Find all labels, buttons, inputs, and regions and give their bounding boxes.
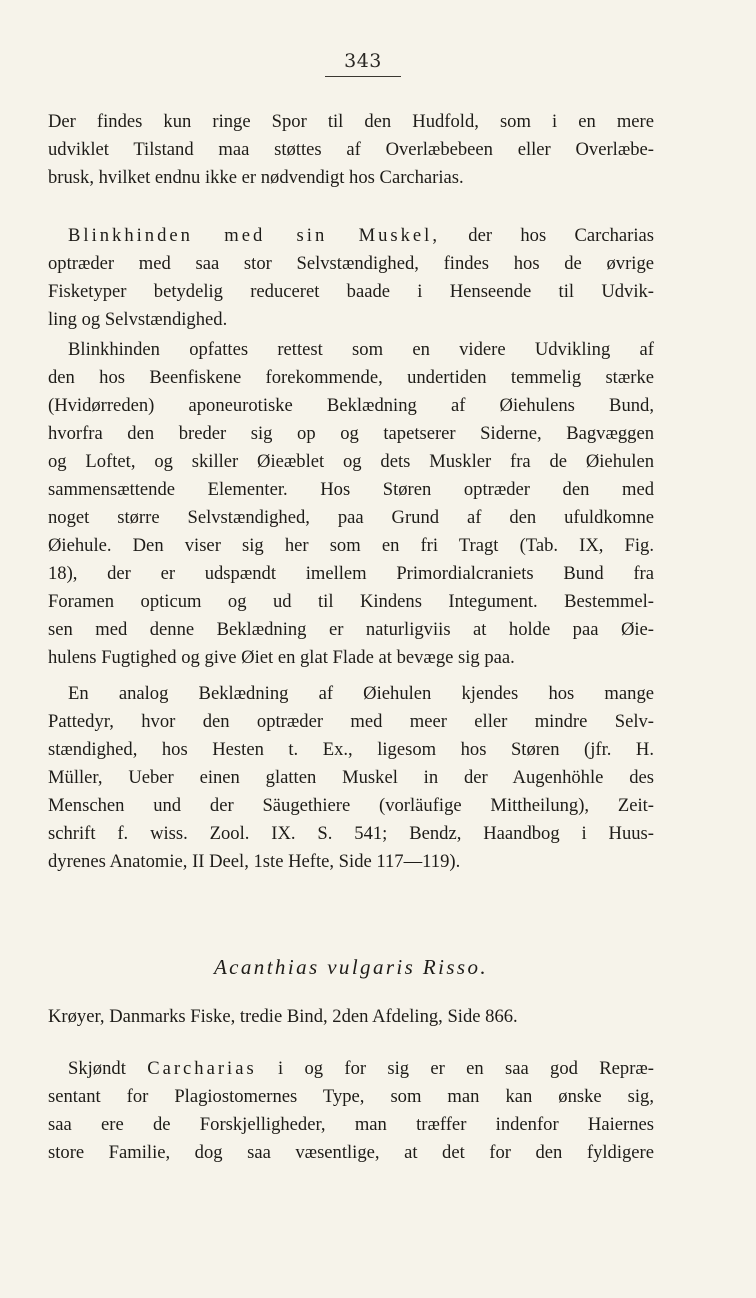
section-heading: Acanthias vulgaris Risso. bbox=[213, 955, 489, 979]
text-line: sen med denne Beklædning er naturligviis at holde paa Øie- bbox=[48, 619, 654, 640]
paragraph-4 bbox=[48, 680, 654, 876]
text-line bbox=[48, 222, 654, 250]
text-line: En analog Beklædning af Øiehulen kjendes hos mange bbox=[68, 683, 654, 704]
text-line: (Hvidørreden) aponeurotiske Beklædning af Øiehulens Bund, bbox=[48, 395, 654, 416]
text-line: dyrenes Anatomie, II Deel, 1ste Hefte, Side 117—119). bbox=[48, 851, 461, 872]
text-line: Fisketyper betydelig reduceret baade i Henseende til Udvik- bbox=[48, 281, 654, 302]
text-line: hulens Fugtighed og give Øiet en glat Flade at bevæge sig paa. bbox=[48, 647, 515, 668]
text-line: 18), der er udspændt imellem Primordialcraniets Bund fra bbox=[48, 563, 654, 584]
text-line: brusk, hvilket endnu ikke er nødvendigt hos Carcharias. bbox=[48, 167, 464, 188]
text-line: Foramen opticum og ud til Kindens Integument. Bestemmel- bbox=[48, 591, 654, 612]
reference bbox=[48, 1003, 654, 1031]
text-line: og Loftet, og skiller Øieæblet og dets Muskler fra de Øiehulen bbox=[48, 451, 654, 472]
text-line: sammensættende Elementer. Hos Støren optræder den med bbox=[48, 479, 654, 500]
paragraph-3 bbox=[48, 336, 654, 672]
text-line: Der findes kun ringe Spor til den Hudfold, som i en mere bbox=[48, 111, 654, 132]
paragraph-2 bbox=[48, 222, 654, 334]
page-number: 343 bbox=[344, 50, 382, 72]
text-line bbox=[48, 1055, 654, 1083]
text-line: store Familie, dog saa væsentlige, at det for den fyldigere bbox=[48, 1142, 654, 1163]
paragraph-5 bbox=[48, 1055, 654, 1167]
line-start: Skjøndt bbox=[68, 1058, 148, 1079]
spaced-term: Blinkhinden med sin Muskel, bbox=[68, 225, 440, 246]
text-line: Blinkhinden opfattes rettest som en videre Udvikling af bbox=[68, 339, 654, 360]
text-line: noget større Selvstændighed, paa Grund af den ufuldkomne bbox=[48, 507, 654, 528]
paragraph-1 bbox=[48, 108, 654, 192]
text-line: Pattedyr, hvor den optræder med meer eller mindre Selv- bbox=[48, 711, 654, 732]
line-rest: der hos Carcharias bbox=[440, 225, 654, 246]
text-line: Krøyer, Danmarks Fiske, tredie Bind, 2den Afdeling, Side 866. bbox=[48, 1006, 518, 1027]
line-rest: i og for sig er en saa god Repræ- bbox=[256, 1058, 655, 1079]
spaced-term: Carcharias bbox=[147, 1058, 257, 1079]
text-line: udviklet Tilstand maa støttes af Overlæbebeen eller Overlæbe- bbox=[48, 139, 654, 160]
text-line: hvorfra den breder sig op og tapetserer Siderne, Bagvæggen bbox=[48, 423, 654, 444]
text-line: Øiehule. Den viser sig her som en fri Tragt (Tab. IX, Fig. bbox=[48, 535, 654, 556]
text-line: Menschen und der Säugethiere (vorläufige Mittheilung), Zeit- bbox=[48, 795, 654, 816]
text-line: Müller, Ueber einen glatten Muskel in der Augenhöhle des bbox=[48, 767, 654, 788]
text-line: schrift f. wiss. Zool. IX. S. 541; Bendz, Haandbog i Huus- bbox=[48, 823, 654, 844]
page-number-rule bbox=[325, 76, 401, 77]
text-line: saa ere de Forskjelligheder, man træffer indenfor Haiernes bbox=[48, 1114, 654, 1135]
text-line: ling og Selvstændighed. bbox=[48, 309, 228, 330]
text-line: den hos Beenfiskene forekommende, undertiden temmelig stærke bbox=[48, 367, 654, 388]
text-line: stændighed, hos Hesten t. Ex., ligesom hos Støren (jfr. H. bbox=[48, 739, 654, 760]
text-line: optræder med saa stor Selvstændighed, findes hos de øvrige bbox=[48, 253, 654, 274]
text-line: sentant for Plagiostomernes Type, som man kan ønske sig, bbox=[48, 1086, 654, 1107]
